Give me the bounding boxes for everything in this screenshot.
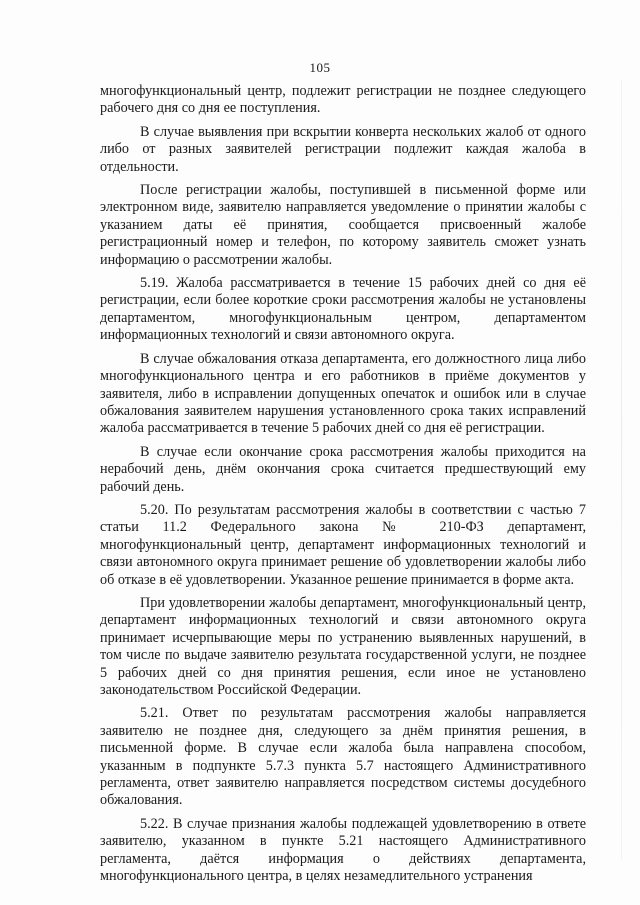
paragraph-refusal-appeal: В случае обжалования отказа департамента, его должностного лица либо многофункционального центра и его работников в приёме документов у заявителя, либо в исправлении допущенных опечаток и ошибок или в случае обжалования заявителем нарушения установленного срока таких исправлений жалоба рассматривается в течение 5 рабочих дней со дня её регистрации.: [100, 350, 586, 437]
page-number: 105: [309, 60, 331, 75]
paragraph-continuation: многофункциональный центр, подлежит регистрации не позднее следующего рабочего дня со дня ее поступления.: [100, 83, 586, 117]
paragraph-satisfaction-measures: При удовлетворении жалобы департамент, многофункциональный центр, департамент информационных технологий и связи автономного округа принимает исчерпывающие меры по устранению выявленных нарушений, в том числе по выдаче заявителю результата государственной услуги, не позднее 5 рабочих дней со дня принятия решения, если иное не установлено законодательством Российской Федерации.: [100, 594, 586, 698]
paragraph-registration-notice: После регистрации жалобы, поступившей в письменной форме или электронном виде, заявителю направляется уведомление о принятии жалобы с указанием даты её принятия, сообщается присвоенный жалобе регистрационный номер и телефон, по которому заявитель сможет узнать информацию о рассмотрении жалобы.: [100, 182, 586, 268]
paragraph-non-working-day: В случае если окончание срока рассмотрения жалобы приходится на нерабочий день, днём окончания срока считается предшествующий ему рабочий день.: [100, 443, 586, 495]
paragraph-5-22: 5.22. В случае признания жалобы подлежащей удовлетворению в ответе заявителю, указанном в пункте 5.21 настоящего Административного регламента, даётся информация о действиях департамента, многофункционального центра, в целях незамедлительного устранения: [100, 815, 586, 885]
scan-edge-shadow: [621, 80, 622, 860]
document-body: [100, 83, 586, 891]
paragraph-multiple-complaints: В случае выявления при вскрытии конверта нескольких жалоб от одного либо от разных заявителей регистрации подлежит каждая жалоба в отдельности.: [100, 123, 586, 175]
paragraph-5-19: 5.19. Жалоба рассматривается в течение 15 рабочих дней со дня её регистрации, если более короткие сроки рассмотрения жалобы не установлены департаментом, многофункциональным центром, департаментом информационных технологий и связи автономного округа.: [100, 275, 586, 344]
paragraph-5-20: 5.20. По результатам рассмотрения жалобы в соответствии с частью 7 статьи 11.2 Федерального закона № 210-ФЗ департамент, многофункциональный центр, департамент информационных технологий и связи автономного округа принимает решение об удовлетворении жалобы либо об отказе в её удовлетворении. Указанное решение принимается в форме акта.: [100, 501, 586, 588]
paragraph-5-21: 5.21. Ответ по результатам рассмотрения жалобы направляется заявителю не позднее дня, следующего за днём принятия решения, в письменной форме. В случае если жалоба была направлена способом, указанным в подпункте 5.7.3 пункта 5.7 настоящего Административного регламента, ответ заявителю направляется посредством системы досудебного обжалования.: [100, 705, 586, 809]
